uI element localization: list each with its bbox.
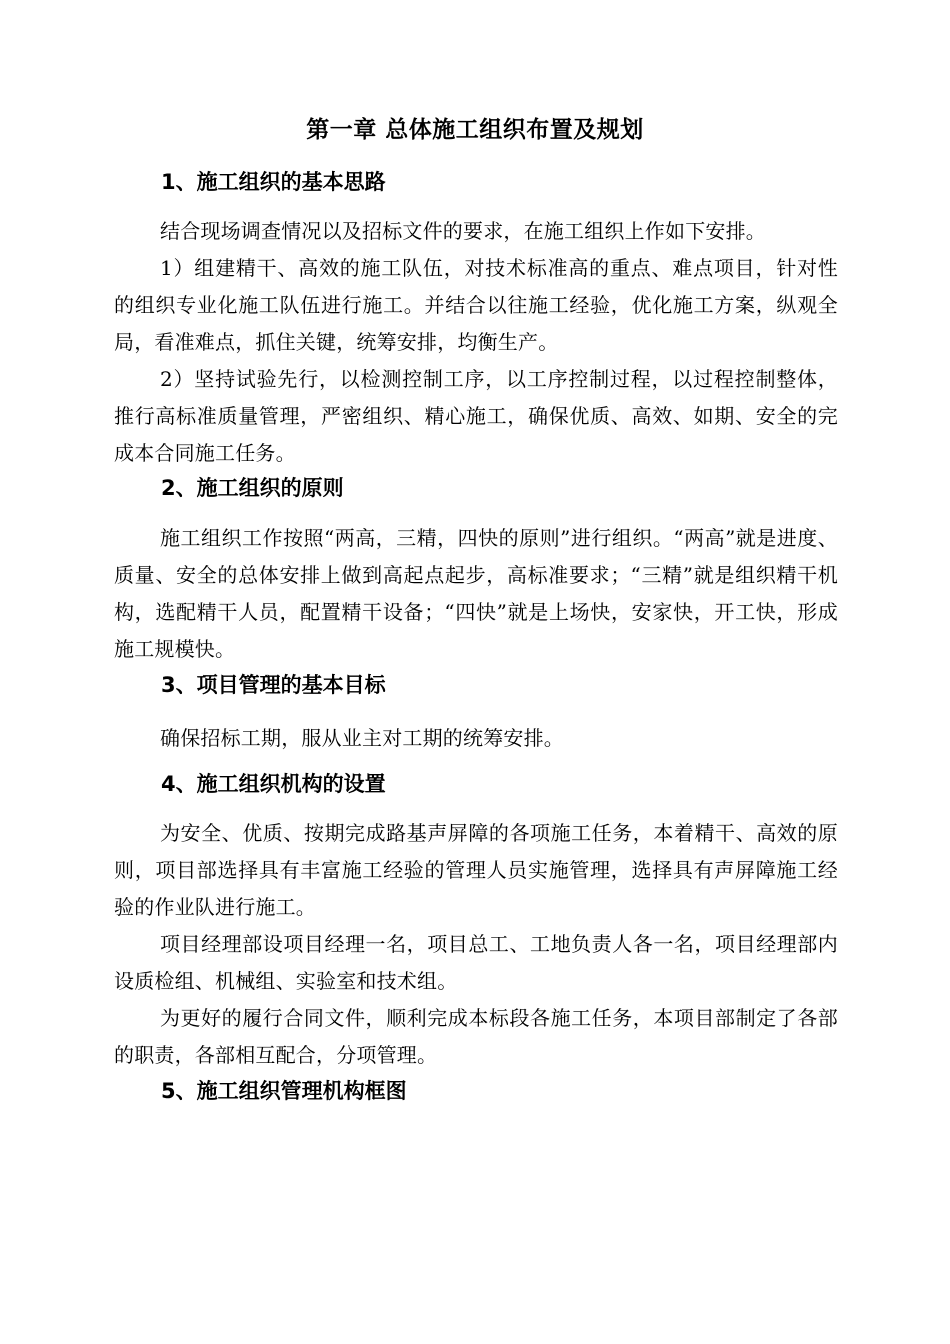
section-4-paragraph-2: 项目经理部设项目经理一名，项目总工、工地负责人各一名，项目经理部内设质检组、机械组、实验室和技术组。 bbox=[114, 932, 838, 993]
section-4-paragraph-1: 为安全、优质、按期完成路基声屏障的各项施工任务，本着精干、高效的原则，项目部选择具有丰富施工经验的管理人员实施管理，选择具有声屏障施工经验的作业队进行施工。 bbox=[114, 821, 838, 919]
section-heading-4: 4、施工组织机构的设置 bbox=[161, 772, 386, 796]
section-4-paragraph-3: 为更好的履行合同文件，顺利完成本标段各施工任务，本项目部制定了各部的职责，各部相互配合，分项管理。 bbox=[114, 1006, 838, 1067]
section-2-paragraph-1: 施工组织工作按照“两高，三精，四快的原则”进行组织。“两高”就是进度、质量、安全的总体安排上做到高起点起步，高标准要求；“三精”就是组织精干机构，选配精干人员，配置精干设备；“四快”就是上场快，安家快，开工快，形成施工规模快。 bbox=[114, 526, 838, 661]
section-heading-2: 2、施工组织的原则 bbox=[161, 476, 344, 500]
section-1-paragraph-3: 2）坚持试验先行，以检测控制工序，以工序控制过程，以过程控制整体，推行高标准质量管理，严密组织、精心施工，确保优质、高效、如期、安全的完成本合同施工任务。 bbox=[114, 367, 838, 465]
section-heading-5: 5、施工组织管理机构框图 bbox=[161, 1079, 407, 1103]
section-heading-1: 1、施工组织的基本思路 bbox=[161, 170, 386, 194]
section-3-paragraph-1: 确保招标工期，服从业主对工期的统筹安排。 bbox=[160, 726, 564, 750]
section-1-paragraph-1: 结合现场调查情况以及招标文件的要求，在施工组织上作如下安排。 bbox=[160, 219, 766, 243]
section-1-paragraph-2: 1）组建精干、高效的施工队伍，对技术标准高的重点、难点项目，针对性的组织专业化施工队伍进行施工。并结合以往施工经验，优化施工方案，纵观全局，看准难点，抓住关键，统筹安排，均衡生产。 bbox=[114, 256, 838, 354]
page-title: 第一章 总体施工组织布置及规划 bbox=[306, 117, 644, 143]
section-heading-3: 3、项目管理的基本目标 bbox=[161, 673, 386, 697]
